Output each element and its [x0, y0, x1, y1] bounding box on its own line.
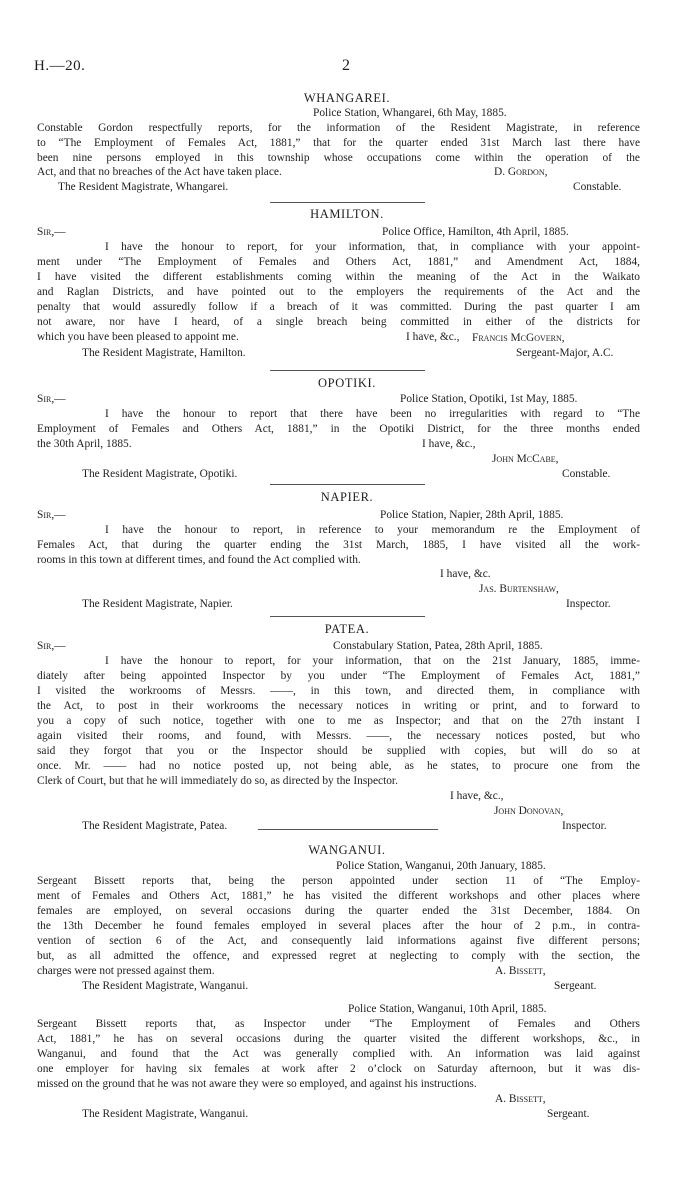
addressee: The Resident Magistrate, Wanganui. — [82, 1108, 249, 1120]
addressee: The Resident Magistrate, Napier. — [82, 598, 233, 610]
salutation: Sir,— — [37, 509, 66, 521]
addressee: The Resident Magistrate, Patea. — [82, 820, 228, 832]
signature-name: A. Bissett, — [495, 1093, 546, 1105]
dateline-wanganui-april: Police Station, Wanganui, 10th April, 1885. — [348, 1003, 547, 1015]
salutation: Sir,— — [37, 640, 66, 652]
body-line: missed on the ground that he was not aware they were so employed, and against his instructions. — [37, 1078, 477, 1090]
signature-rank: Inspector. — [562, 820, 607, 832]
body-line: charges were not pressed against them. — [37, 965, 215, 977]
salutation: Sir,— — [37, 393, 66, 405]
section-divider — [258, 829, 438, 830]
signature-rank: Constable. — [573, 181, 622, 193]
dateline-patea: Constabulary Station, Patea, 28th April, 1885. — [333, 640, 543, 652]
signature-name: A. Bissett, — [495, 965, 546, 977]
dateline-hamilton: Police Office, Hamilton, 4th April, 1885. — [382, 226, 569, 238]
section-heading-patea: PATEA. — [324, 622, 370, 636]
body-line: I have visited the different establishments coming within the meaning of the Act in the Waikato — [37, 271, 640, 283]
signature-name: Francis McGovern, — [472, 332, 565, 344]
section-heading-hamilton: HAMILTON. — [310, 207, 384, 221]
body-line: I visited the workrooms of Messrs. ——, in this town, and directed them, in compliance with — [37, 685, 640, 697]
addressee: The Resident Magistrate, Wanganui. — [82, 980, 249, 992]
signature-name: John McCabe, — [492, 453, 559, 465]
dateline-opotiki: Police Station, Opotiki, 1st May, 1885. — [400, 393, 578, 405]
signature-name: D. Gordon, — [494, 166, 548, 178]
addressee: The Resident Magistrate, Whangarei. — [58, 181, 229, 193]
closing: I have, &c., — [422, 438, 476, 450]
body-line: ment of Females and Others Act, 1881,” he has visited the different workshops and other places where — [37, 890, 640, 902]
section-divider — [270, 202, 425, 203]
body-line: Wanganui, and found that the Act was generally complied with. An information was laid against — [37, 1048, 640, 1060]
body-line: to “The Employment of Females Act, 1881,” that for the quarter ended 31st March last there have — [37, 137, 640, 149]
section-divider — [270, 370, 425, 371]
body-line: penalty that would assuredly follow if a breach of it was committed. During the past quarter I am — [37, 301, 640, 313]
signature-rank: Inspector. — [566, 598, 611, 610]
signature-name: John Donovan, — [494, 805, 564, 817]
document-reference: H.—20. — [34, 58, 86, 74]
body-line: diately after being appointed Inspector by you under “The Employment of Females Act, 1881,” — [37, 670, 640, 682]
document-page — [34, 0, 640, 1186]
addressee: The Resident Magistrate, Opotiki. — [82, 468, 238, 480]
body-line: which you have been pleased to appoint me. — [37, 331, 239, 343]
closing: I have, &c., — [450, 790, 504, 802]
body-line: I have the honour to report that there have been no irregularities with regard to “The — [105, 408, 640, 420]
body-line: Act, 1881,” he has on several occasions during the quarter visited the different workshops, &c., in — [37, 1033, 640, 1045]
body-line: Act, and that no breaches of the Act have taken place. — [37, 166, 282, 178]
page-number: 2 — [342, 57, 350, 74]
body-line: you a copy of such notice, together with one to me as Inspector; and that on the 27th instant I — [37, 715, 640, 727]
section-heading-wanganui: WANGANUI. — [308, 843, 386, 857]
body-line: Sergeant Bissett reports that, being the person appointed under section 11 of “The Employ- — [37, 875, 640, 887]
body-line: females are employed, on several occasions during the quarter ended the 31st December, 1884. On — [37, 905, 640, 917]
body-line: I have the honour to report, for your information, that, in compliance with your appoint- — [105, 241, 640, 253]
dateline-wanganui: Police Station, Wanganui, 20th January, 1885. — [336, 860, 546, 872]
body-line: I have the honour to report, in reference to your memorandum re the Employment of — [105, 524, 640, 536]
addressee: The Resident Magistrate, Hamilton. — [82, 347, 246, 359]
body-line: said they forgot that you or the Inspector should be supplied with copies, but will do so at — [37, 745, 640, 757]
body-line: the 13th December he found females employed in several places after the hour of 2 p.m., in contra- — [37, 920, 640, 932]
section-heading-opotiki: OPOTIKI. — [318, 376, 376, 390]
body-line: Females Act, that during the quarter ending the 31st March, 1885, I have visited all the work- — [37, 539, 640, 551]
body-line: not aware, nor have I heard, of a single breach being committed in either of the districts for — [37, 316, 640, 328]
body-line: Sergeant Bissett reports that, as Inspector under “The Employment of Females and Others — [37, 1018, 640, 1030]
closing: I have, &c., — [406, 331, 460, 343]
dateline-whangarei: Police Station, Whangarei, 6th May, 1885. — [313, 107, 507, 119]
body-line: one employer for having six females at work after 2 o’clock on Saturday afternoon, but it was dis- — [37, 1063, 640, 1075]
body-line: Constable Gordon respectfully reports, for the information of the Resident Magistrate, in reference — [37, 122, 640, 134]
signature-rank: Sergeant-Major, A.C. — [516, 347, 614, 359]
body-line: but, as all admitted the offence, and expressed regret at neglecting to comply with the section, the — [37, 950, 640, 962]
body-line: Employment of Females and Others Act, 1881,” in the Opotiki District, for the three months ended — [37, 423, 640, 435]
body-line: ment under “The Employment of Females and Others Act, 1881,” and Amendment Act, 1884, — [37, 256, 640, 268]
section-divider — [270, 616, 425, 617]
signature-rank: Sergeant. — [554, 980, 597, 992]
section-heading-whangarei: WHANGAREI. — [303, 91, 391, 105]
body-line: Clerk of Court, but that he will immediately do so, as directed by the Inspector. — [37, 775, 398, 787]
signature-rank: Constable. — [562, 468, 611, 480]
body-line: again visited their rooms, and found, with Messrs. ——, the necessary notices posted, but who — [37, 730, 640, 742]
closing: I have, &c. — [440, 568, 491, 580]
section-divider — [270, 484, 425, 485]
body-line: the Act, to post in their workrooms the necessary notices in writing or print, and to forward to — [37, 700, 640, 712]
dateline-napier: Police Station, Napier, 28th April, 1885. — [380, 509, 564, 521]
body-line: rooms in this town at different times, and found the Act complied with. — [37, 554, 361, 566]
salutation: Sir,— — [37, 226, 66, 238]
body-line: been nine persons employed in this township whose occupations come within the operation of the — [37, 152, 640, 164]
body-line: once. Mr. —— had no notice posted up, not being able, as he states, to procure one from the — [37, 760, 640, 772]
body-line: the 30th April, 1885. — [37, 438, 132, 450]
signature-name: Jas. Burtenshaw, — [479, 583, 559, 595]
body-line: I have the honour to report, for your information, that on the 21st January, 1885, imme- — [105, 655, 640, 667]
signature-rank: Sergeant. — [547, 1108, 590, 1120]
section-heading-napier: NAPIER. — [320, 490, 374, 504]
body-line: vention of section 6 of the Act, and consequently laid informations against five different persons; — [37, 935, 640, 947]
body-line: and Raglan Districts, and have pointed out to the employers the requirements of the Act and the — [37, 286, 640, 298]
